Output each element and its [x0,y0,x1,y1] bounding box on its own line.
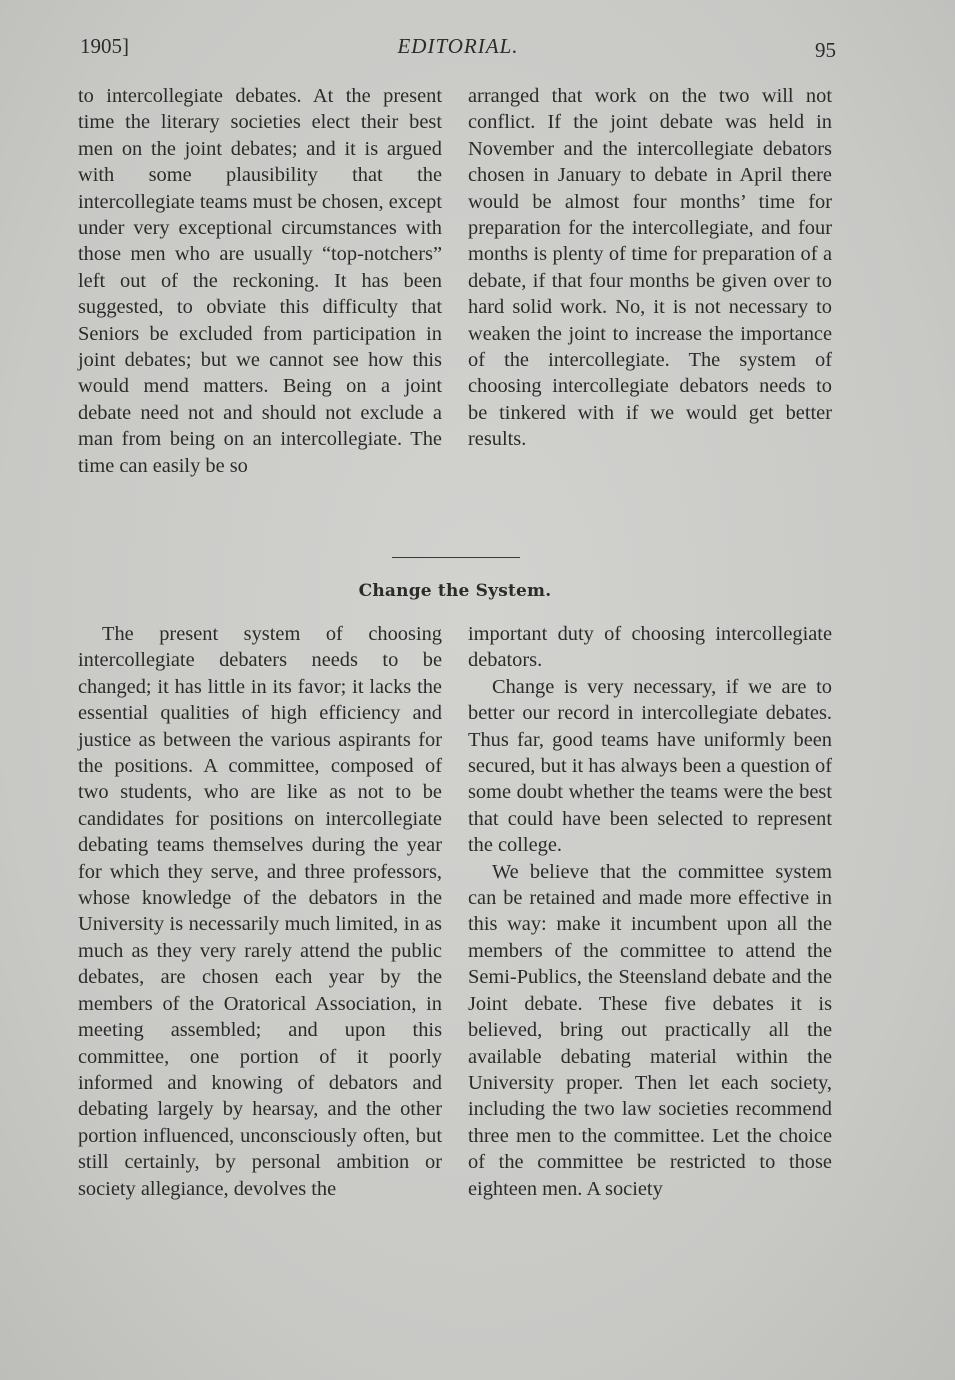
article1-right-column [468,83,832,453]
paragraph: to intercollegiate debates. At the present time the literary societies elect their best men on the joint debates; and it is argued with some plausibility that the intercollegiate teams must be chosen, except under very exceptional circumstances with those men who are usually “top-notchers” left out of the reckoning. It has been suggested, to obviate this difficulty that Seniors be excluded from participation in joint debates; but we cannot see how this would mend matters. Being on a joint debate need not and should not exclude a man from being on an intercollegiate. The time can easily be so [78,85,442,477]
article2-right-column [468,621,832,1202]
paragraph: arranged that work on the two will not conflict. If the joint debate was held in November and the intercollegiate debators chosen in January to debate in April there would be almost four months’ time for preparation for the intercollegiate, and four months is plenty of time for preparation of a debate, if that four months be given over to hard solid work. No, it is not necessary to weaken the joint to increase the importance of the intercollegiate. The system of choosing intercollegiate debators needs to be tinkered with if we would get better results. [468,85,832,451]
running-head-year: 1905] [80,34,129,58]
section-divider [392,557,520,558]
paragraph: We believe that the committee system can be retained and made more effective in this way: make it incumbent upon all the members of the committee to attend the Semi-Publics, the Steensland debate and the Joint debate. These five debates it is believed, bring out practically all the available debating material within the University proper. Then let each society, including the two law societies recommend three men to the committee. Let the choice of the committee be restricted to those eighteen men. A society [468,860,832,1200]
page-number: 95 [815,38,836,62]
article2-left-column [78,621,442,1202]
running-head-title: EDITORIAL. [397,34,519,58]
section-heading: Change the System. [358,581,552,601]
paragraph: Change is very necessary, if we are to better our record in intercollegiate debates. Thus far, good teams have uniformly been secured, but it has always been a question of some doubt whether the teams were the best that could have been selected to represent the college. [468,675,832,857]
running-head [80,34,836,64]
paragraph: The present system of choosing intercollegiate debaters needs to be changed; it has little in its favor; it lacks the essential qualities of high efficiency and justice as between the various aspirants for the positions. A committee, composed of two students, who are like as not to be candidates for positions on intercollegiate debating teams themselves during the year for which they serve, and three professors, whose knowledge of the debators in the University is necessarily much limited, in as much as they very rarely attend the public debates, are chosen each year by the members of the Oratorical Association, in meeting assembled; and upon this committee, one portion of it poorly informed and knowing of debators and debating largely by hearsay, and the other portion influenced, unconsciously often, but still certainly, by personal ambition or society allegiance, devolves the [78,623,442,1200]
article1-left-column [78,83,442,479]
paragraph: important duty of choosing intercollegiate debators. [468,623,832,672]
